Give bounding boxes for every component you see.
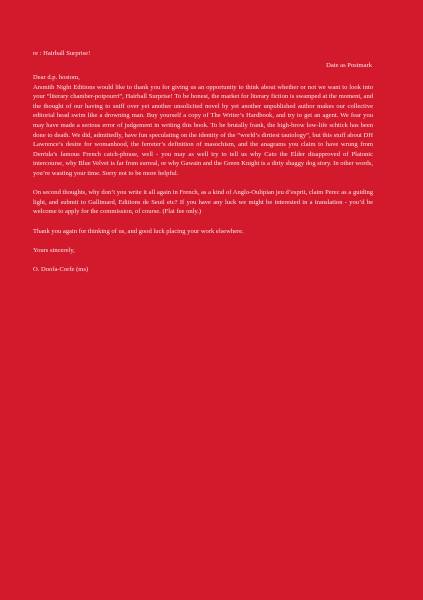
letter-reference: re : Hairball Surprise! (33, 50, 91, 57)
letter-paragraph-2: On second thoughts, why don’t you write it all again in French, as a kind of Anglo-Oulipian jeu d’esprit, claim Perec as a guiding light, and submit to Gallimard, Editions de Seuil etc? If you have any luck we might be interested in a translation - you’d be welcome to apply for the commission, of course. (Flat fee only.) (33, 189, 373, 216)
letter-closing: Yours sincerely, (33, 246, 75, 254)
letter-date: Date as Postmark (326, 62, 372, 69)
letter-paragraph-3: Thank you again for thinking of us, and good luck placing your work elsewhere. (33, 227, 244, 235)
letter-salutation: Dear d.p. hostom, (33, 74, 80, 81)
letter-body (33, 73, 373, 284)
letter-paragraph-1: Arsmith Night Editions would like to thank you for giving us an opportunity to think about whether or not we want to look into your “literary chamber-potpourri”, Hairball Surprise! To be honest, the market for literary fiction is swamped at the moment, and the thought of our having to sniff over yet another unsolicited novel by yet another unpublished author makes our collective editorial head swim like a drowning man. Buy yourself a copy of The Writer’s Hardbook, and try to get an agent. We fear you may have made a serious error of judgement in writing this book. To be brutally frank, the high-brow low-life schtick has been done to death. We did, admittedly, have fun speculating on the identity of the “world’s dirtiest tautology”, but this stuff about DH Lawrence’s desire for womanhood, the ferreter’s definition of masochism, and the anagrams you claim to have wrung from Derrida’s famous French catch-phrase, well - you may as well try to tell us why Cato the Elder disapproved of Platonic intercourse, why Blue Velvet is far from surreal, or why Gawain and the Green Knight is a dirty shaggy dog story. In other words, you’re wasting your time. Sorry not to be more helpful. (33, 83, 373, 177)
letter-signature: O. Doofa-Corfe (ms) (33, 265, 89, 273)
